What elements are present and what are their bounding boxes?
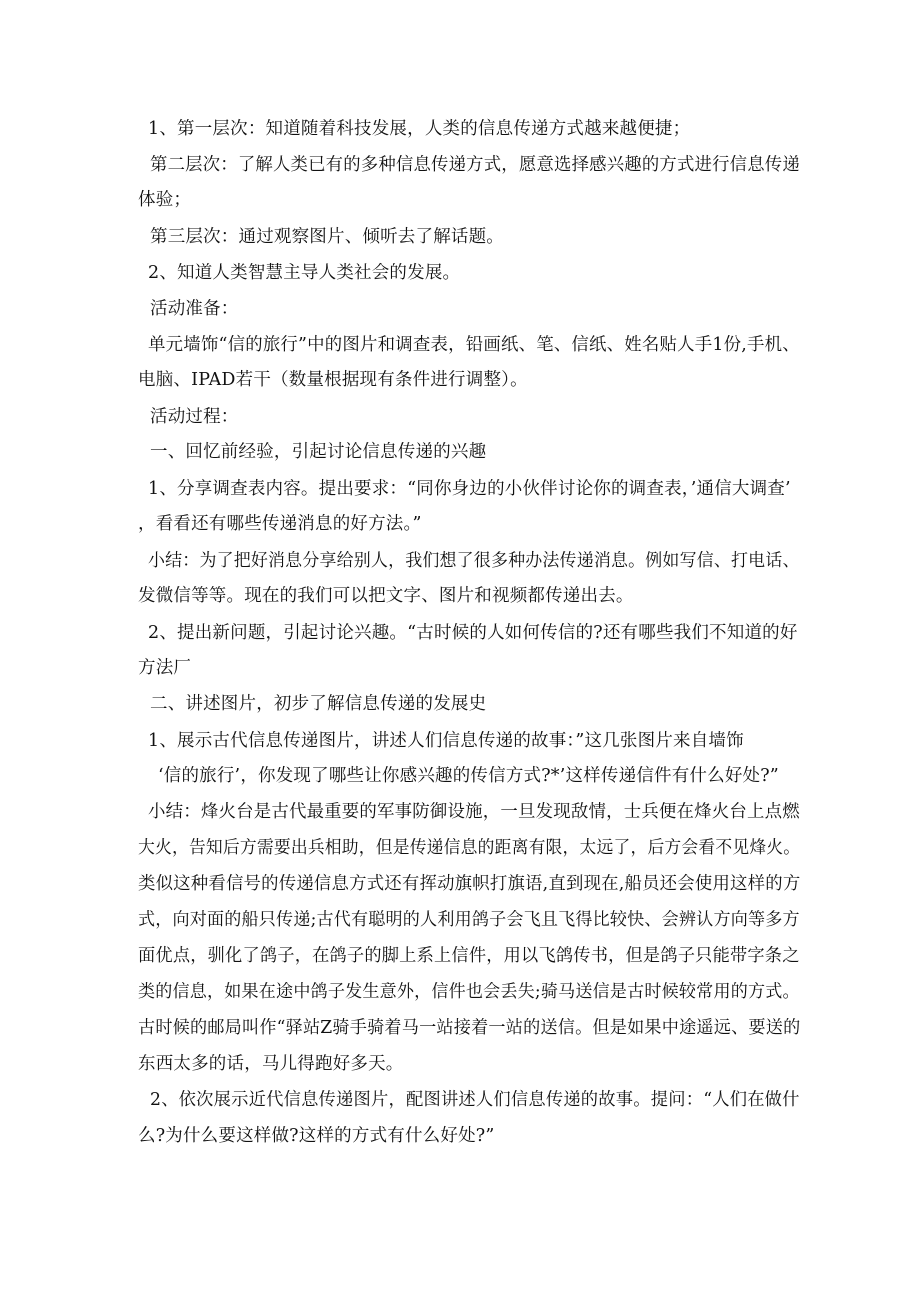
text-line: 么?为什么要这样做?这样的方式有什么好处?” — [138, 1126, 495, 1146]
text-line: 1、第一层次：知道随着科技发展，人类的信息传递方式越来越便捷； — [148, 119, 691, 139]
text-line: 小结：烽火台是古代最重要的军事防御设施，一旦发现敌情，士兵便在烽火台上点燃 — [148, 802, 800, 822]
text-line: 活动过程： — [150, 407, 239, 427]
text-line: 体验； — [138, 190, 192, 210]
text-line: 类的信息，如果在途中鸽子发生意外，信件也会丢失;骑马送信是古时候较常用的方式。 — [138, 982, 800, 1002]
text-line: 式，向对面的船只传递;古代有聪明的人利用鸽子会飞且飞得比较快、会辨认方向等多方 — [138, 910, 800, 930]
text-line: 2、知道人类智慧主导人类社会的发展。 — [148, 263, 461, 283]
text-line: 面优点，驯化了鸽子，在鸽子的脚上系上信件，用以飞鸽传书，但是鸽子只能带字条之 — [138, 946, 800, 966]
text-line: 大火，告知后方需要出兵相助，但是传递信息的距离有限，太远了，后方会看不见烽火。 — [138, 838, 801, 858]
text-line: 东西太多的话，马儿得跑好多天。 — [138, 1054, 404, 1074]
text-line: 发微信等等。现在的我们可以把文字、图片和视频都传递出去。 — [138, 586, 634, 606]
text-line: 2、提出新问题，引起讨论兴趣。“古时候的人如何传信的?还有哪些我们不知道的好 — [148, 623, 798, 643]
text-line: 古时候的邮局叫作“驿站Z骑手骑着马一站接着一站的送信。但是如果中途遥远、要送的 — [138, 1018, 801, 1038]
text-line: 2、依次展示近代信息传递图片，配图讲述人们信息传递的故事。提问：“人们在做什 — [150, 1090, 800, 1110]
text-line: 小结：为了把好消息分享给别人，我们想了很多种办法传递消息。例如写信、打电话、 — [148, 551, 800, 571]
text-line: 活动准备： — [150, 299, 239, 319]
text-line: 1、分享调查表内容。提出要求：“同你身边的小伙伴讨论你的调查表，’通信大调查’ — [148, 479, 791, 499]
text-line: 单元墙饰“信的旅行”中的图片和调查表，铅画纸、笔、信纸、姓名贴人手1份,手机、 — [148, 335, 800, 355]
text-line: ，看看还有哪些传递消息的好方法。” — [138, 514, 422, 534]
text-line: 二、讲述图片，初步了解信息传递的发展史 — [150, 694, 487, 714]
text-line: 第三层次：通过观察图片、倾听去了解话题。 — [150, 227, 504, 247]
text-line: 方法厂 — [138, 658, 192, 678]
text-line: 第二层次：了解人类已有的多种信息传递方式，愿意选择感兴趣的方式进行信息传递 — [150, 155, 800, 175]
text-line: 类似这种看信号的传递信息方式还有挥动旗帜打旗语,直到现在,船员还会使用这样的方 — [138, 874, 801, 894]
text-line: 电脑、IPAD若干（数量根据现有条件进行调整）。 — [138, 370, 528, 390]
text-line: ‘信的旅行’，你发现了哪些让你感兴趣的传信方式?*’这样传递信件有什么好处?” — [158, 766, 779, 786]
text-line: 1、展示古代信息传递图片，讲述人们信息传递的故事：”这几张图片来自墙饰 — [148, 731, 744, 751]
text-line: 一、回忆前经验，引起讨论信息传递的兴趣 — [150, 442, 487, 462]
